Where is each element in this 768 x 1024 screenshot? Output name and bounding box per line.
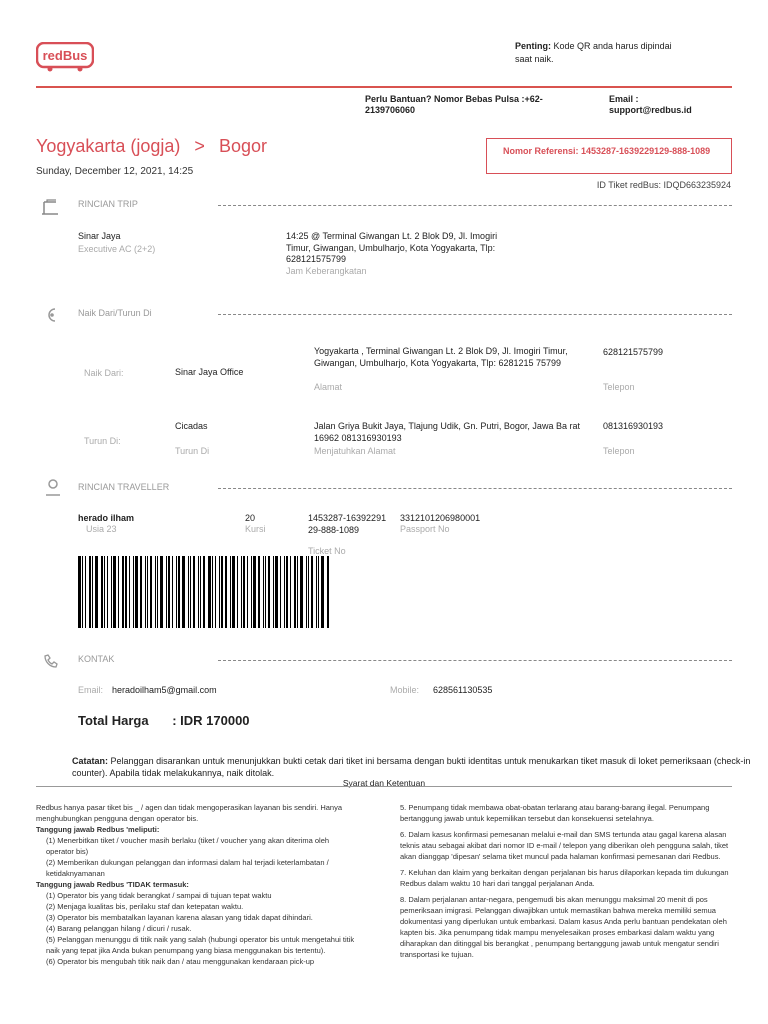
board-label: Naik Dari: (84, 368, 124, 378)
passport-label: Passport No (400, 524, 450, 534)
drop-address-label: Menjatuhkan Alamat (314, 446, 396, 456)
traveller-name: herado ilham (78, 513, 135, 523)
board-point: Sinar Jaya Office (175, 367, 244, 377)
barcode-bar (193, 556, 195, 628)
barcode-bar (241, 556, 242, 628)
barcode-bar (147, 556, 148, 628)
terms-left-item: Redbus hanya pasar tiket bis _ / agen dan tidak mengoperasikan layanan bis sendiri. Hanya menghubungkan pengguna dengan operator bis. (36, 803, 343, 823)
barcode-bar (263, 556, 264, 628)
barcode-bar (221, 556, 223, 628)
barcode-bar (311, 556, 313, 628)
board-address: Yogyakarta , Terminal Giwangan Lt. 2 Blok D9, Jl. Imogiri Timur, Giwangan, Umbulharjo, Kota Yogyakarta, Tlp: 6281215 75799 (314, 346, 568, 368)
barcode-bar (78, 556, 81, 628)
barcode-bar (133, 556, 134, 628)
route-arrow: > (194, 136, 205, 156)
terms-left-item: (2) Menjaga kualitas bis, perilaku staf dan ketepatan waktu. (46, 902, 244, 911)
barcode-bar (190, 556, 191, 628)
terms-left-item: (1) Menerbitkan tiket / voucher masih berlaku (tiket / voucher yang akan diterima oleh operator bis) (46, 836, 330, 856)
barcode-bar (208, 556, 211, 628)
barcode-bar (172, 556, 173, 628)
barcode-bar (111, 556, 112, 628)
note-label: Catatan: (72, 756, 109, 766)
barcode-bar (176, 556, 177, 628)
barcode-bar (198, 556, 199, 628)
terms-left-item: (1) Operator bis yang tidak berangkat / sampai di tujuan tepat waktu (46, 891, 272, 900)
barcode-bar (95, 556, 98, 628)
barcode-bar (273, 556, 274, 628)
trip-divider (218, 205, 732, 206)
note (72, 755, 752, 779)
barcode-bar (200, 556, 201, 628)
contact-section-title: KONTAK (78, 654, 115, 664)
support-email-value[interactable]: support@redbus.id (609, 105, 692, 115)
barcode-bar (188, 556, 189, 628)
svg-text:redBus: redBus (42, 48, 88, 63)
drop-point: Cicadas (175, 421, 208, 431)
bus-icon (40, 198, 60, 218)
barcode-bar (92, 556, 93, 628)
journey-date: Sunday, December 12, 2021, 14:25 (36, 166, 194, 177)
route-from: Yogyakarta (jogja) (36, 136, 181, 156)
board-address-label: Alamat (314, 382, 343, 392)
barcode-bar (280, 556, 281, 628)
pending-label: Penting: (515, 41, 551, 51)
barcode-bar (160, 556, 163, 628)
terms-left-item: Tanggung jawab Redbus 'meliputi: (36, 825, 160, 834)
barcode-bar (135, 556, 138, 628)
terms-left-item: (4) Barang pelanggan hilang / dicuri / rusak. (46, 924, 192, 933)
barcode-bar (118, 556, 119, 628)
barcode-bar (182, 556, 185, 628)
traveller-age: Usia 23 (86, 524, 117, 534)
barcode-bar (145, 556, 146, 628)
terms-right-item: 6. Dalam kasus konfirmasi pemesanan melalui e-mail dan SMS tertunda atau gagal karena alasan teknis atau sebagai akibat dari nomor ID e-mail / telepon yang diberikan oleh pengguna salah, tiket akan dianggap 'dipesan' selama tiket muncul pada halaman konfirmasi pemesanan dari Redbus. (400, 830, 729, 861)
drop-phone-label: Telepon (603, 446, 635, 456)
note-text: Pelanggan disarankan untuk menunjukkan bukti cetak dari tiket ini bersama dengan bukti identitas untuk menukarkan tiket masuk di loket pemeriksaan (check-in counter). Apabila tidak melakukannya, naik ditolak. (72, 756, 751, 778)
contact-mobile: 628561130535 (433, 685, 493, 695)
barcode-bar (101, 556, 103, 628)
person-icon (44, 478, 62, 500)
board-phone-label: Telepon (603, 382, 635, 392)
barcode-bar (122, 556, 124, 628)
departure-info: 14:25 @ Terminal Giwangan Lt. 2 Blok D9, Jl. Imogiri Timur, Giwangan, Umbulharjo, Kota Yogyakarta, Tlp: 628121575799 (286, 231, 498, 264)
barcode-bar (265, 556, 266, 628)
total-label: Total Harga (78, 713, 149, 728)
terms-right-item: 8. Dalam perjalanan antar-negara, pengemudi bis akan menunggu maksimal 20 menit di pos pemeriksaan imigrasi. Pelanggan diwajibkan untuk memastikan bahwa mereka memiliki semua dokumentasi yang diperlukan untuk embarkasi. Dalam kasus Anda perlu bantuan pendekatan oleh kapten bis. Jika penumpang tidak mampu menyelesaikan proses embarkasi dalam waktu yang diharapkan dan ditinggal bis berangkat , penumpang bertanggung jawab untuk mengatur sendiri transportasi ke tujuan. (400, 895, 727, 959)
bus-type: Executive AC (2+2) (78, 244, 156, 254)
terms-right-item: 7. Keluhan dan klaim yang berkaitan dengan perjalanan bis harus dilaporkan kepada tim dukungan Redbus dalam waktu 10 hari dari tanggal perjalanan Anda. (400, 868, 729, 888)
route-to: Bogor (218, 136, 267, 156)
operator-name: Sinar Jaya (78, 231, 121, 241)
barcode-bar (129, 556, 130, 628)
redbus-logo (36, 42, 94, 72)
barcode-bar (308, 556, 309, 628)
barcode-bar (157, 556, 158, 628)
barcode-bar (268, 556, 270, 628)
ticket-number-label: Ticket No (308, 546, 346, 556)
terms-right-list (400, 802, 732, 965)
barcode-bar (321, 556, 324, 628)
boarding-divider (218, 314, 732, 315)
ticket-number: 1453287-1639229129-888-1089 (308, 513, 387, 535)
barcode-bar (275, 556, 278, 628)
barcode-bar (89, 556, 91, 628)
barcode-bar (237, 556, 238, 628)
barcode-bar (82, 556, 83, 628)
barcode-bar (258, 556, 260, 628)
barcode-bar (168, 556, 170, 628)
terms-title: Syarat dan Ketentuan (342, 778, 426, 788)
barcode-bar (178, 556, 180, 628)
pending-note (515, 40, 675, 66)
departure-label: Jam Keberangkatan (286, 266, 367, 276)
terms-left-item: (5) Pelanggan menunggu di titik naik yang salah (hubungi operator bis untuk mengetahui titik naik yang tepat jika Anda bukan penumpang yang biasa menggunakan bis tertentu). (46, 935, 355, 955)
drop-phone: 081316930193 (603, 421, 664, 431)
contact-email-label: Email: (78, 685, 104, 695)
board-phone: 628121575799 (603, 347, 664, 357)
total-separator: : (172, 713, 177, 728)
drop-point-label: Turun Di (175, 446, 210, 456)
barcode-bar (104, 556, 105, 628)
terms-left-list (36, 802, 358, 967)
barcode-bar (284, 556, 285, 628)
barcode-bar (243, 556, 245, 628)
barcode-bar (253, 556, 256, 628)
barcode-bar (230, 556, 231, 628)
passport-number: 3312101206980001 (400, 513, 481, 523)
barcode-bar (140, 556, 142, 628)
barcode-bar (290, 556, 291, 628)
barcode-bar (107, 556, 108, 628)
barcode-bar (113, 556, 116, 628)
barcode-bar (225, 556, 227, 628)
contact-email[interactable]: heradoilham5@gmail.com (112, 685, 217, 695)
barcode-bar (219, 556, 220, 628)
drop-label: Turun Di: (84, 436, 121, 446)
support-email (609, 94, 719, 116)
route-title (36, 136, 267, 157)
barcode-bar (155, 556, 156, 628)
barcode-bar (125, 556, 127, 628)
seat-label: Kursi (245, 524, 266, 534)
barcode-bar (166, 556, 167, 628)
barcode-bar (232, 556, 235, 628)
terms-right-item: 5. Penumpang tidak membawa obat-obatan terlarang atau barang-barang ilegal. Penumpang bertanggung jawab untuk kepemilikan tersebut dan konsekuensi setelahnya. (400, 803, 710, 823)
ticket-barcode (78, 556, 388, 628)
ticket-id: ID Tiket redBus: IDQD663235924 (596, 180, 731, 190)
phone-icon (42, 652, 60, 672)
total-price (78, 713, 250, 728)
barcode-bar (85, 556, 86, 628)
barcode-bar (247, 556, 248, 628)
terms-left-item: (2) Memberikan dukungan pelanggan dan informasi dalam hal terjadi keterlambatan / ketidaknyamanan (46, 858, 329, 878)
location-icon (44, 306, 60, 328)
barcode-bar (203, 556, 205, 628)
barcode-bar (294, 556, 296, 628)
boarding-section-title: Naik Dari/Turun Di (78, 308, 152, 318)
reference-number: Nomor Referensi: 1453287-1639229129-888-1089 (486, 138, 732, 174)
terms-left-item: (6) Operator bis mengubah titik naik dan / atau menggunakan kendaraan pick-up (46, 957, 315, 966)
traveller-section-title: RINCIAN TRAVELLER (78, 482, 170, 492)
total-value: IDR 170000 (180, 713, 250, 728)
barcode-bar (215, 556, 216, 628)
trip-section-title: RINCIAN TRIP (78, 199, 138, 209)
barcode-bar (327, 556, 329, 628)
barcode-bar (297, 556, 298, 628)
barcode-bar (318, 556, 319, 628)
barcode-bar (316, 556, 317, 628)
help-line: Perlu Bantuan? Nomor Bebas Pulsa :+62-2139706060 (365, 94, 543, 115)
terms-left-item: Tanggung jawab Redbus 'TIDAK termasuk: (36, 880, 189, 889)
barcode-bar (251, 556, 252, 628)
seat-number: 20 (245, 513, 256, 523)
barcode-bar (306, 556, 307, 628)
terms-divider (36, 786, 732, 787)
contact-divider (218, 660, 732, 661)
barcode-bar (286, 556, 288, 628)
terms-left-item: (3) Operator bis membatalkan layanan karena alasan yang tidak dapat dihindari. (46, 913, 313, 922)
traveller-divider (218, 488, 732, 489)
contact-mobile-label: Mobile: (390, 685, 420, 695)
barcode-bar (150, 556, 152, 628)
barcode-bar (212, 556, 213, 628)
header-divider (36, 86, 732, 88)
pending-text: Kode QR anda harus dipindai saat naik. (515, 41, 672, 64)
barcode-bar (300, 556, 303, 628)
drop-address: Jalan Griya Bukit Jaya, Tlajung Udik, Gn. Putri, Bogor, Jawa Ba rat 16962 081316930193 (314, 421, 580, 443)
support-email-label: Email : (609, 94, 639, 104)
